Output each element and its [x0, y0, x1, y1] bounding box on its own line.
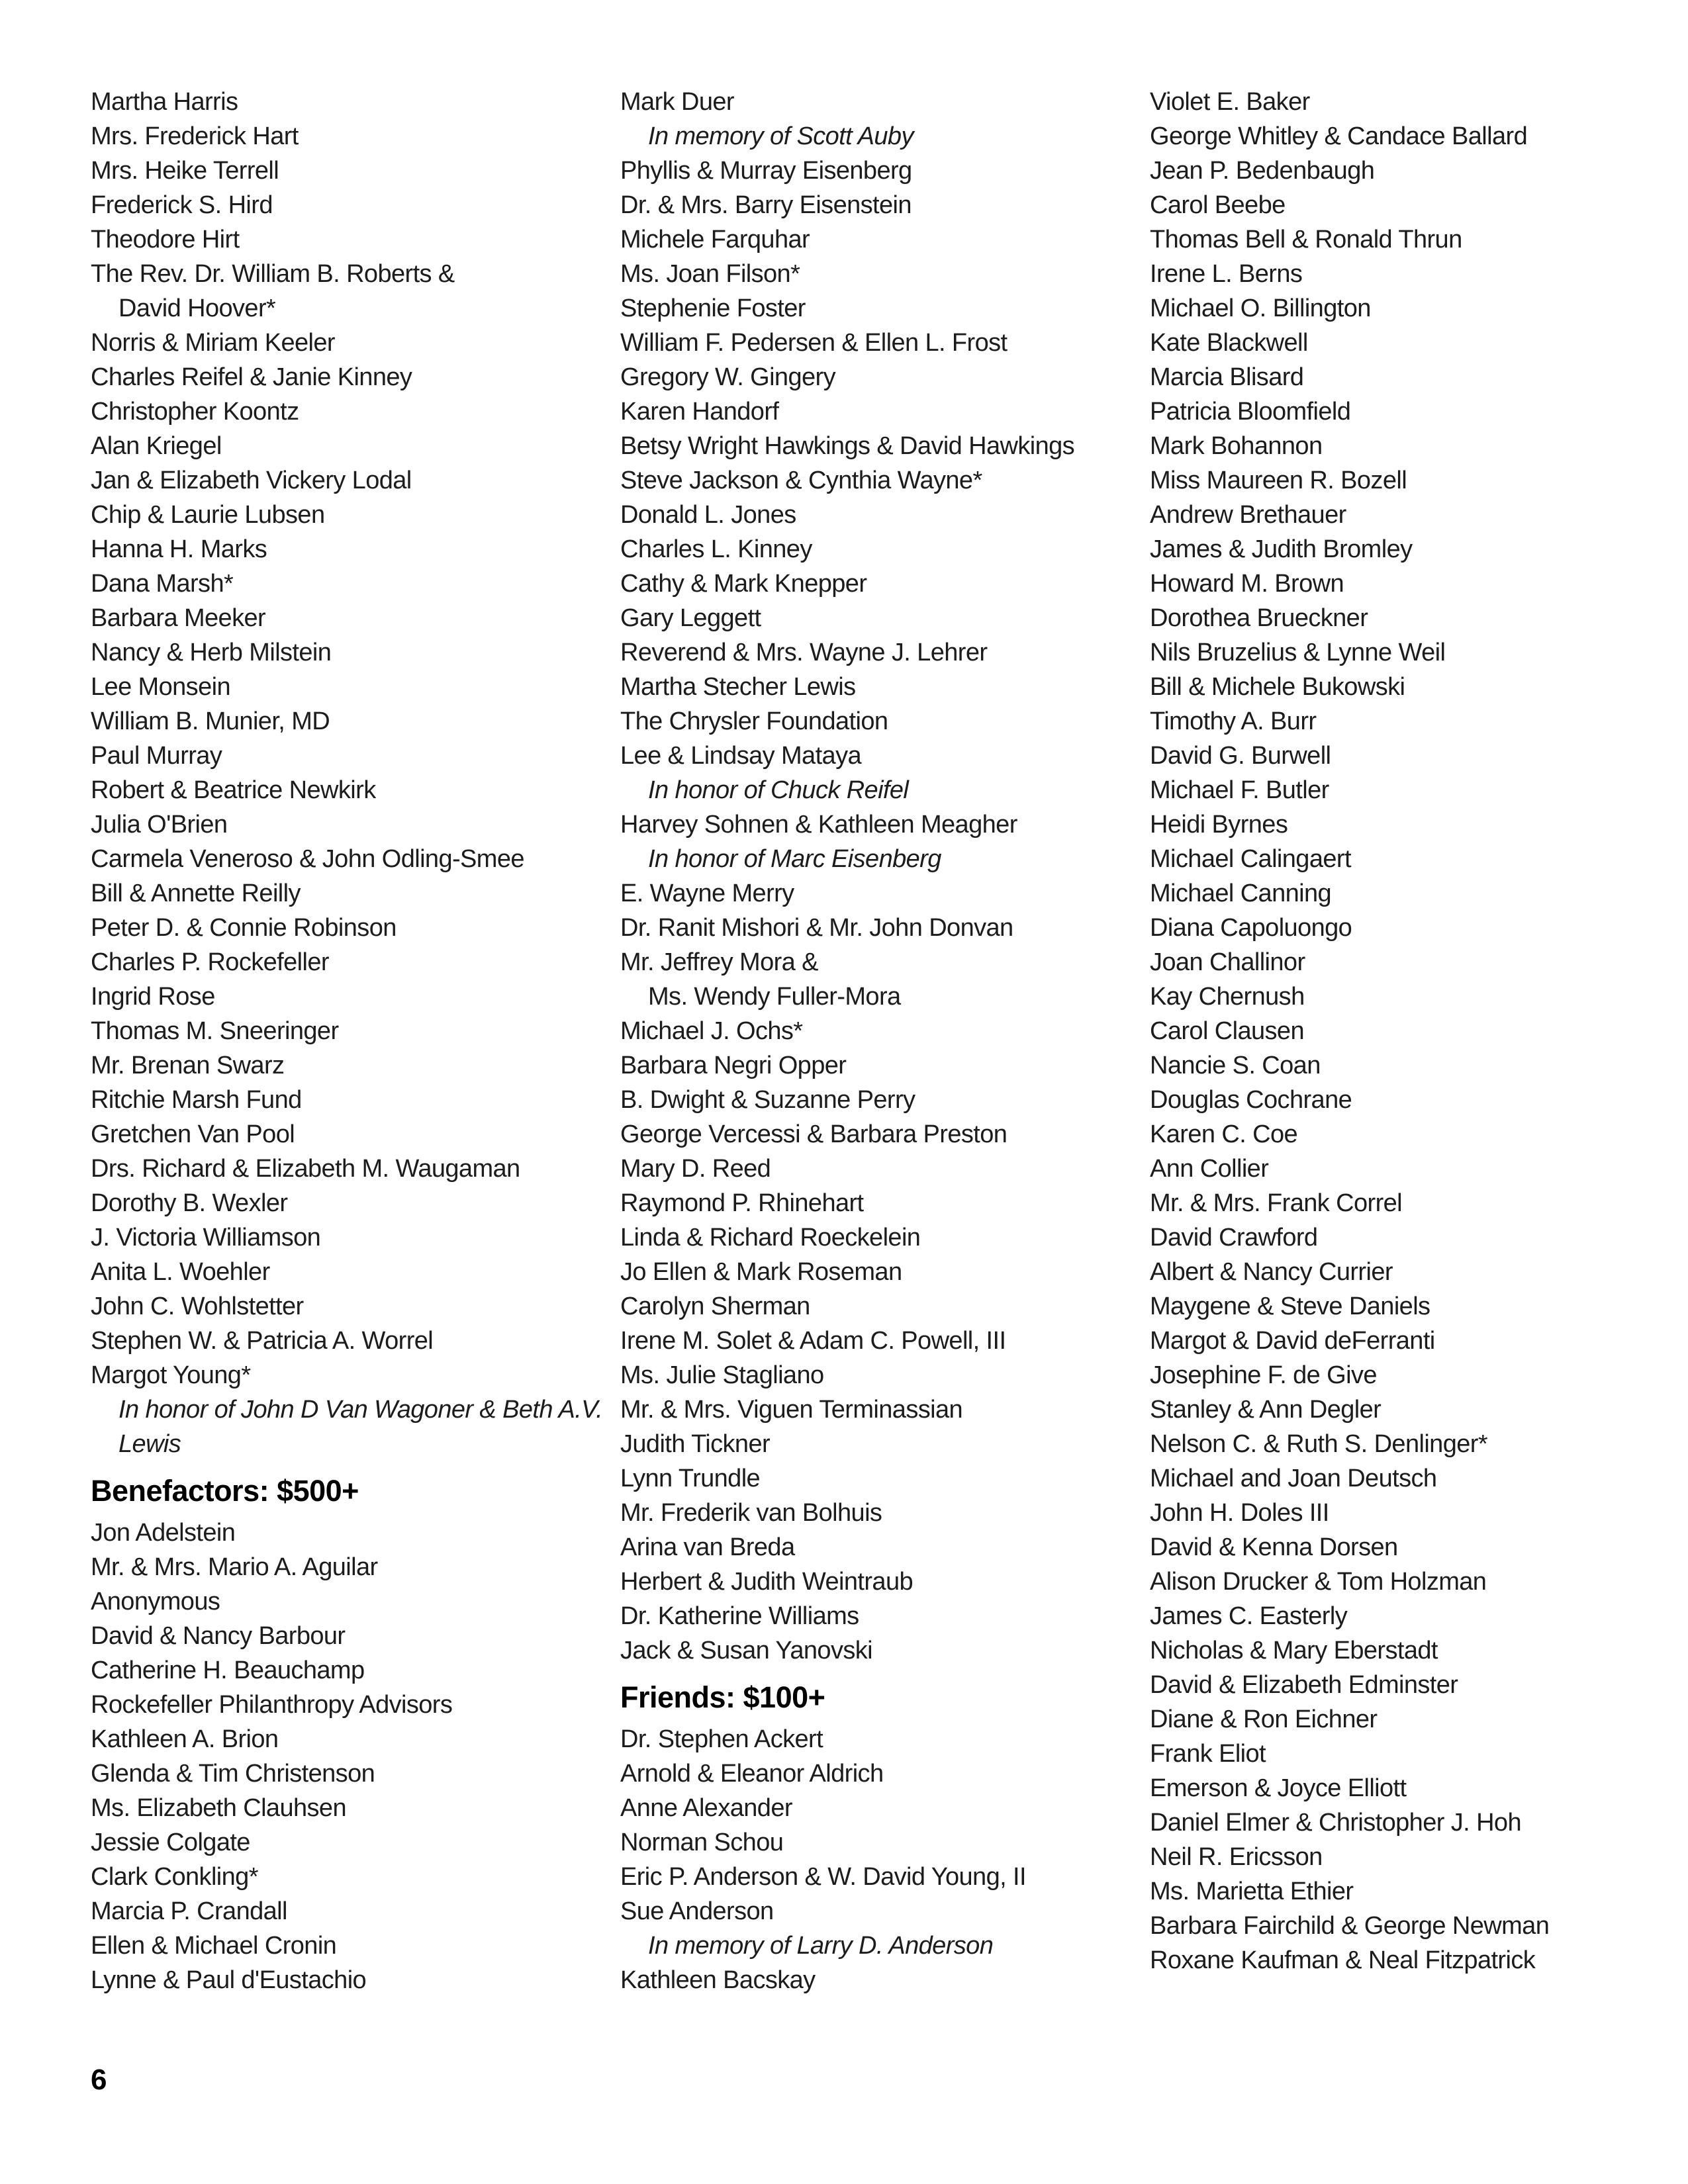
donor-name: Marcia P. Crandall: [91, 1897, 287, 1925]
donor-name: Emerson & Joyce Elliott: [1150, 1774, 1407, 1802]
donor-name: Mr. & Mrs. Frank Correl: [1150, 1189, 1403, 1217]
donor-name: Gretchen Van Pool: [91, 1120, 295, 1148]
donor-name: George Vercessi & Barbara Preston: [620, 1120, 1008, 1148]
donor-name: Martha Stecher Lewis: [620, 673, 856, 701]
tribute-note: In memory of Larry D. Anderson: [648, 1932, 994, 1960]
donor-name: Cathy & Mark Knepper: [620, 570, 867, 598]
donor-name: Frank Eliot: [1150, 1740, 1266, 1768]
donor-name: James C. Easterly: [1150, 1602, 1348, 1630]
donor-name: Norris & Miriam Keeler: [91, 329, 335, 357]
section-header: Benefactors: $500+: [91, 1474, 359, 1508]
tribute-note: In honor of Marc Eisenberg: [648, 845, 941, 873]
donor-name: Lynne & Paul d'Eustachio: [91, 1966, 367, 1994]
donor-name: Howard M. Brown: [1150, 570, 1344, 598]
donor-name: Ms. Joan Filson*: [620, 260, 800, 288]
donor-name: Bill & Annette Reilly: [91, 880, 301, 907]
donor-name: George Whitley & Candace Ballard: [1150, 122, 1528, 150]
donor-name: Mark Duer: [620, 88, 734, 116]
donor-name: Arina van Breda: [620, 1533, 795, 1561]
donor-name: Timothy A. Burr: [1150, 707, 1317, 735]
donor-name: Theodore Hirt: [91, 226, 240, 253]
donor-name: David & Elizabeth Edminster: [1150, 1671, 1458, 1699]
donor-column-2: [620, 85, 1150, 1997]
donor-name: J. Victoria Williamson: [91, 1224, 321, 1251]
donor-name: Robert & Beatrice Newkirk: [91, 776, 376, 804]
donor-name: Raymond P. Rhinehart: [620, 1189, 864, 1217]
donor-name: Charles P. Rockefeller: [91, 948, 329, 976]
donor-name: Michael Canning: [1150, 880, 1332, 907]
donor-name: Peter D. & Connie Robinson: [91, 914, 397, 942]
donor-name: Carolyn Sherman: [620, 1293, 810, 1320]
donor-name: Barbara Meeker: [91, 604, 266, 632]
donor-name: Barbara Negri Opper: [620, 1052, 847, 1079]
donor-name: Thomas Bell & Ronald Thrun: [1150, 226, 1462, 253]
donor-name: Ms. Marietta Ethier: [1150, 1878, 1354, 1905]
donor-name: Linda & Richard Roeckelein: [620, 1224, 921, 1251]
donor-name: Paul Murray: [91, 742, 222, 770]
donor-name: Catherine H. Beauchamp: [91, 1657, 365, 1684]
donor-column-3: [1150, 85, 1679, 1997]
donor-name: Charles L. Kinney: [620, 535, 812, 563]
donor-name: Rockefeller Philanthropy Advisors: [91, 1691, 453, 1719]
donor-name: Dr. & Mrs. Barry Eisenstein: [620, 191, 912, 219]
tribute-note: Lewis: [118, 1430, 181, 1458]
donor-name: Michael Calingaert: [1150, 845, 1351, 873]
donor-name: Lee & Lindsay Mataya: [620, 742, 862, 770]
donor-name: Arnold & Eleanor Aldrich: [620, 1760, 884, 1788]
donor-name: Jean P. Bedenbaugh: [1150, 157, 1375, 185]
donor-name: Kay Chernush: [1150, 983, 1305, 1011]
tribute-note: In memory of Scott Auby: [648, 122, 914, 150]
donor-name: Ms. Elizabeth Clauhsen: [91, 1794, 347, 1822]
donor-name: Douglas Cochrane: [1150, 1086, 1352, 1114]
donor-name: E. Wayne Merry: [620, 880, 794, 907]
donor-name: Carol Beebe: [1150, 191, 1286, 219]
donor-name: Judith Tickner: [620, 1430, 771, 1458]
donor-name: Ms. Julie Stagliano: [620, 1361, 824, 1389]
donor-name: Eric P. Anderson & W. David Young, II: [620, 1863, 1026, 1891]
donor-name: Hanna H. Marks: [91, 535, 267, 563]
donor-name: Mr. Brenan Swarz: [91, 1052, 285, 1079]
donor-name: Diana Capoluongo: [1150, 914, 1352, 942]
donor-name: Frederick S. Hird: [91, 191, 273, 219]
donor-name: Jessie Colgate: [91, 1829, 250, 1856]
donor-name: Chip & Laurie Lubsen: [91, 501, 325, 529]
donor-name: Mr. & Mrs. Mario A. Aguilar: [91, 1553, 378, 1581]
donor-name: Thomas M. Sneeringer: [91, 1017, 339, 1045]
donor-column-1: [91, 85, 620, 1997]
donor-name: Dorothea Brueckner: [1150, 604, 1368, 632]
donor-name: Dr. Stephen Ackert: [620, 1725, 823, 1753]
donor-name: Kathleen Bacskay: [620, 1966, 816, 1994]
donor-name: Margot Young*: [91, 1361, 251, 1389]
donor-name: Margot & David deFerranti: [1150, 1327, 1435, 1355]
donor-name: Diane & Ron Eichner: [1150, 1706, 1378, 1733]
donor-name: Mary D. Reed: [620, 1155, 771, 1183]
donor-name: Miss Maureen R. Bozell: [1150, 467, 1407, 494]
donor-name: Dana Marsh*: [91, 570, 234, 598]
donor-name: Dr. Katherine Williams: [620, 1602, 859, 1630]
donor-name: Donald L. Jones: [620, 501, 796, 529]
donor-columns: [91, 85, 1679, 1997]
donor-name: Maygene & Steve Daniels: [1150, 1293, 1430, 1320]
donor-name: Reverend & Mrs. Wayne J. Lehrer: [620, 639, 988, 666]
donor-name: Daniel Elmer & Christopher J. Hoh: [1150, 1809, 1521, 1837]
tribute-note: In honor of John D Van Wagoner & Beth A.V.: [118, 1396, 603, 1424]
donor-name: Jo Ellen & Mark Roseman: [620, 1258, 902, 1286]
donor-name: Irene L. Berns: [1150, 260, 1303, 288]
donor-name: Sue Anderson: [620, 1897, 774, 1925]
donor-name: Michele Farquhar: [620, 226, 810, 253]
donor-name: Kathleen A. Brion: [91, 1725, 279, 1753]
donor-name: Albert & Nancy Currier: [1150, 1258, 1393, 1286]
donor-name: Neil R. Ericsson: [1150, 1843, 1323, 1871]
donor-name: Lynn Trundle: [620, 1465, 761, 1492]
donor-name: David & Kenna Dorsen: [1150, 1533, 1398, 1561]
donor-name: Carol Clausen: [1150, 1017, 1304, 1045]
donor-name: Ritchie Marsh Fund: [91, 1086, 302, 1114]
donor-name: Barbara Fairchild & George Newman: [1150, 1912, 1550, 1940]
donor-name: Ann Collier: [1150, 1155, 1269, 1183]
donor-name: Mark Bohannon: [1150, 432, 1323, 460]
donor-name: Heidi Byrnes: [1150, 811, 1288, 839]
donor-name: Patricia Bloomfield: [1150, 398, 1351, 426]
donor-name: The Chrysler Foundation: [620, 707, 888, 735]
donor-name: Alison Drucker & Tom Holzman: [1150, 1568, 1487, 1596]
donor-name: B. Dwight & Suzanne Perry: [620, 1086, 915, 1114]
tribute-note: In honor of Chuck Reifel: [648, 776, 909, 804]
donor-name-continuation: David Hoover*: [118, 295, 276, 322]
donor-name: Phyllis & Murray Eisenberg: [620, 157, 912, 185]
donor-name: James & Judith Bromley: [1150, 535, 1413, 563]
donor-name-continuation: Ms. Wendy Fuller-Mora: [648, 983, 901, 1011]
donor-name: Mr. & Mrs. Viguen Terminassian: [620, 1396, 963, 1424]
donor-name: William B. Munier, MD: [91, 707, 330, 735]
donor-name: Glenda & Tim Christenson: [91, 1760, 375, 1788]
donor-name: David Crawford: [1150, 1224, 1318, 1251]
donor-name: Nicholas & Mary Eberstadt: [1150, 1637, 1438, 1664]
donor-name: Mr. Jeffrey Mora &: [620, 948, 818, 976]
donor-name: Nancie S. Coan: [1150, 1052, 1321, 1079]
donor-name: Ingrid Rose: [91, 983, 215, 1011]
donor-name: John H. Doles III: [1150, 1499, 1329, 1527]
donor-name: Andrew Brethauer: [1150, 501, 1346, 529]
donor-name: Dorothy B. Wexler: [91, 1189, 288, 1217]
donor-name: Nancy & Herb Milstein: [91, 639, 332, 666]
donor-name: David & Nancy Barbour: [91, 1622, 346, 1650]
donor-name: Roxane Kaufman & Neal Fitzpatrick: [1150, 1946, 1536, 1974]
donor-name: Norman Schou: [620, 1829, 784, 1856]
donor-name: David G. Burwell: [1150, 742, 1331, 770]
donor-name: Josephine F. de Give: [1150, 1361, 1377, 1389]
donor-name: Mr. Frederik van Bolhuis: [620, 1499, 882, 1527]
donor-name: Stephenie Foster: [620, 295, 806, 322]
donor-name: Nils Bruzelius & Lynne Weil: [1150, 639, 1446, 666]
donor-name: Steve Jackson & Cynthia Wayne*: [620, 467, 982, 494]
donor-name: Anita L. Woehler: [91, 1258, 270, 1286]
donor-name: Anne Alexander: [620, 1794, 792, 1822]
donor-name: Lee Monsein: [91, 673, 230, 701]
donor-name: Mrs. Frederick Hart: [91, 122, 299, 150]
donor-name: Alan Kriegel: [91, 432, 222, 460]
donor-name: Carmela Veneroso & John Odling-Smee: [91, 845, 524, 873]
donor-name: William F. Pedersen & Ellen L. Frost: [620, 329, 1008, 357]
donor-name: Anonymous: [91, 1588, 220, 1615]
donor-name: Jan & Elizabeth Vickery Lodal: [91, 467, 412, 494]
donor-name: Jon Adelstein: [91, 1519, 236, 1547]
donor-name: Christopher Koontz: [91, 398, 299, 426]
donor-name: Stanley & Ann Degler: [1150, 1396, 1382, 1424]
page-number: 6: [91, 2064, 107, 2096]
donor-name: Marcia Blisard: [1150, 363, 1304, 391]
donor-name: Jack & Susan Yanovski: [620, 1637, 872, 1664]
donor-name: Drs. Richard & Elizabeth M. Waugaman: [91, 1155, 520, 1183]
donor-name: John C. Wohlstetter: [91, 1293, 304, 1320]
donor-name: Michael F. Butler: [1150, 776, 1329, 804]
donor-name: Mrs. Heike Terrell: [91, 157, 279, 185]
donor-name: Kate Blackwell: [1150, 329, 1308, 357]
donor-name: Clark Conkling*: [91, 1863, 258, 1891]
donor-name: Michael and Joan Deutsch: [1150, 1465, 1437, 1492]
donor-name: Michael O. Billington: [1150, 295, 1371, 322]
donor-name: Ellen & Michael Cronin: [91, 1932, 337, 1960]
donor-name: Betsy Wright Hawkings & David Hawkings: [620, 432, 1075, 460]
section-header: Friends: $100+: [620, 1680, 825, 1714]
donor-name: Martha Harris: [91, 88, 238, 116]
donor-name: Stephen W. & Patricia A. Worrel: [91, 1327, 434, 1355]
donor-name: Irene M. Solet & Adam C. Powell, III: [620, 1327, 1006, 1355]
donor-name: Herbert & Judith Weintraub: [620, 1568, 914, 1596]
donor-name: Gary Leggett: [620, 604, 761, 632]
donor-name: Nelson C. & Ruth S. Denlinger*: [1150, 1430, 1488, 1458]
donor-name: Dr. Ranit Mishori & Mr. John Donvan: [620, 914, 1013, 942]
donor-name: Karen C. Coe: [1150, 1120, 1298, 1148]
donor-name: Julia O'Brien: [91, 811, 228, 839]
donor-name: Charles Reifel & Janie Kinney: [91, 363, 412, 391]
donor-name: The Rev. Dr. William B. Roberts &: [91, 260, 455, 288]
donor-name: Michael J. Ochs*: [620, 1017, 803, 1045]
donor-name: Violet E. Baker: [1150, 88, 1310, 116]
donor-name: Bill & Michele Bukowski: [1150, 673, 1405, 701]
donor-name: Joan Challinor: [1150, 948, 1305, 976]
donor-name: Harvey Sohnen & Kathleen Meagher: [620, 811, 1017, 839]
donor-name: Karen Handorf: [620, 398, 779, 426]
donor-name: Gregory W. Gingery: [620, 363, 835, 391]
